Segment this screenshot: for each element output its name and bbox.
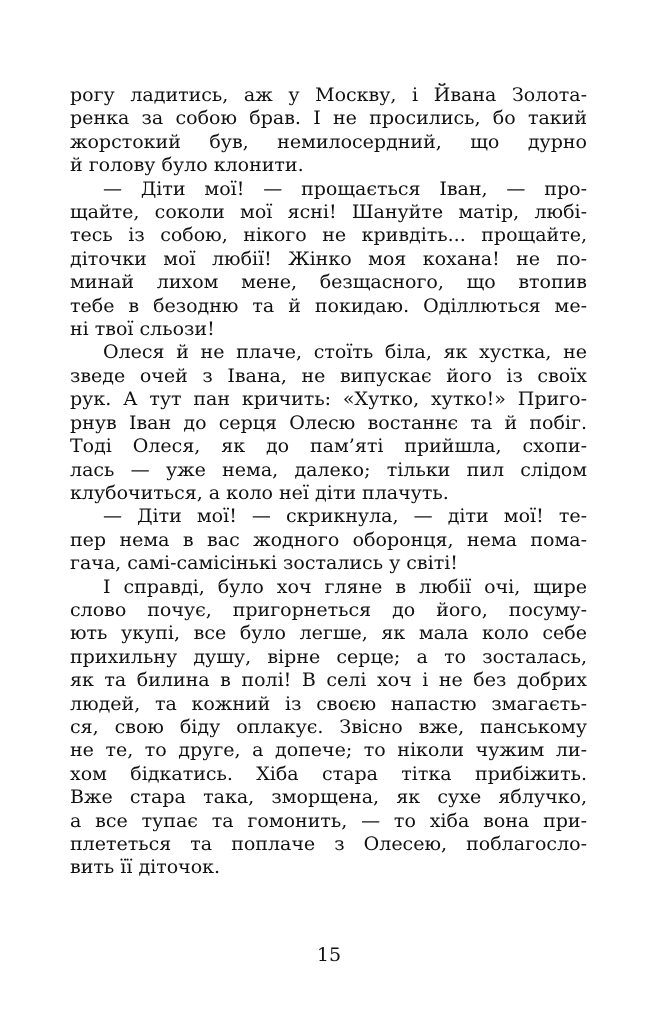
text-line: ють укупі, все було легше, як мала коло себе (70, 622, 587, 645)
text-line: тебе в безодню та й покидаю. Оділлються ме- (70, 294, 587, 317)
text-line: ренка за собою брав. І не просились, бо такий (70, 107, 587, 130)
text-line: слово почує, пригорнеться до його, посуму- (70, 598, 587, 621)
text-line: минай лихом мене, безщасного, що втопив (70, 271, 587, 294)
text-line: вить її діточок. (70, 856, 221, 879)
text-line: не те, то друге, а допече; то ніколи чужим ли- (70, 739, 587, 762)
text-line: діточки мої любії! Жінко моя кохана! не по- (70, 247, 587, 270)
paragraph-1 (70, 84, 587, 178)
text-line: рук. А тут пан кричить: «Хутко, хутко!» Приго- (70, 388, 587, 411)
text-line: й голову було клонити. (70, 154, 304, 177)
text-line: гача, самі-самісінькі зостались у світі! (70, 552, 458, 575)
text-line: а все тупає та гомонить, — то хіба вона при- (70, 809, 587, 832)
text-line: — Діти мої! — прощається Іван, — про- (103, 177, 587, 200)
text-line: Вже стара така, зморщена, як сухе яблучко, (70, 786, 587, 809)
text-line: рогу ладитись, аж у Москву, і Йвана Золота- (70, 84, 587, 106)
text-line: І справді, було хоч гляне в любії очі, щире (103, 575, 587, 598)
text-line: жорстокий був, немилосердний, що дурно (70, 130, 587, 153)
text-line: щайте, соколи мої ясні! Шануйте матір, любі- (70, 201, 587, 224)
text-line: плететься та поплаче з Олесею, поблагосло- (70, 833, 587, 855)
text-line: як та билина в полі! В селі хоч і не без добрих (70, 669, 587, 692)
text-line: пер нема в вас жодного оборонця, нема пома- (70, 528, 587, 551)
paragraph-2 (70, 178, 587, 342)
text-line: прихильну душу, вірне серце; а то зосталась, (70, 645, 587, 668)
text-line: ся, свою біду оплакує. Звісно вже, панському (70, 715, 587, 738)
text-line: хом бідкатись. Хіба стара тітка прибіжить. (70, 762, 587, 785)
text-line: людей, та кожний із своєю напастю змагаєть- (70, 692, 587, 715)
page-body (70, 84, 587, 880)
text-line: зведе очей з Івана, не випускає його із своїх (70, 364, 587, 387)
text-line: лась — уже нема, далеко; тільки пил слідом (70, 458, 587, 481)
page-number: 15 (316, 944, 342, 966)
paragraph-4 (70, 505, 587, 575)
text-line: клубочиться, а коло неї діти плачуть. (70, 481, 449, 504)
paragraph-3 (70, 341, 587, 505)
text-line: тесь із собою, нікого не кривдіть... прощайте, (70, 224, 587, 247)
text-line: рнув Іван до серця Олесю востаннє та й побіг. (70, 411, 587, 434)
text-line: ні твої сльози! (70, 318, 215, 341)
text-line: — Діти мої! — скрикнула, — діти мої! те- (103, 505, 587, 528)
text-line: Олеся й не плаче, стоїть біла, як хустка, не (103, 341, 587, 364)
text-line: Тоді Олеся, як до пам’яті прийшла, схопи- (70, 435, 587, 458)
paragraph-5 (70, 576, 587, 880)
